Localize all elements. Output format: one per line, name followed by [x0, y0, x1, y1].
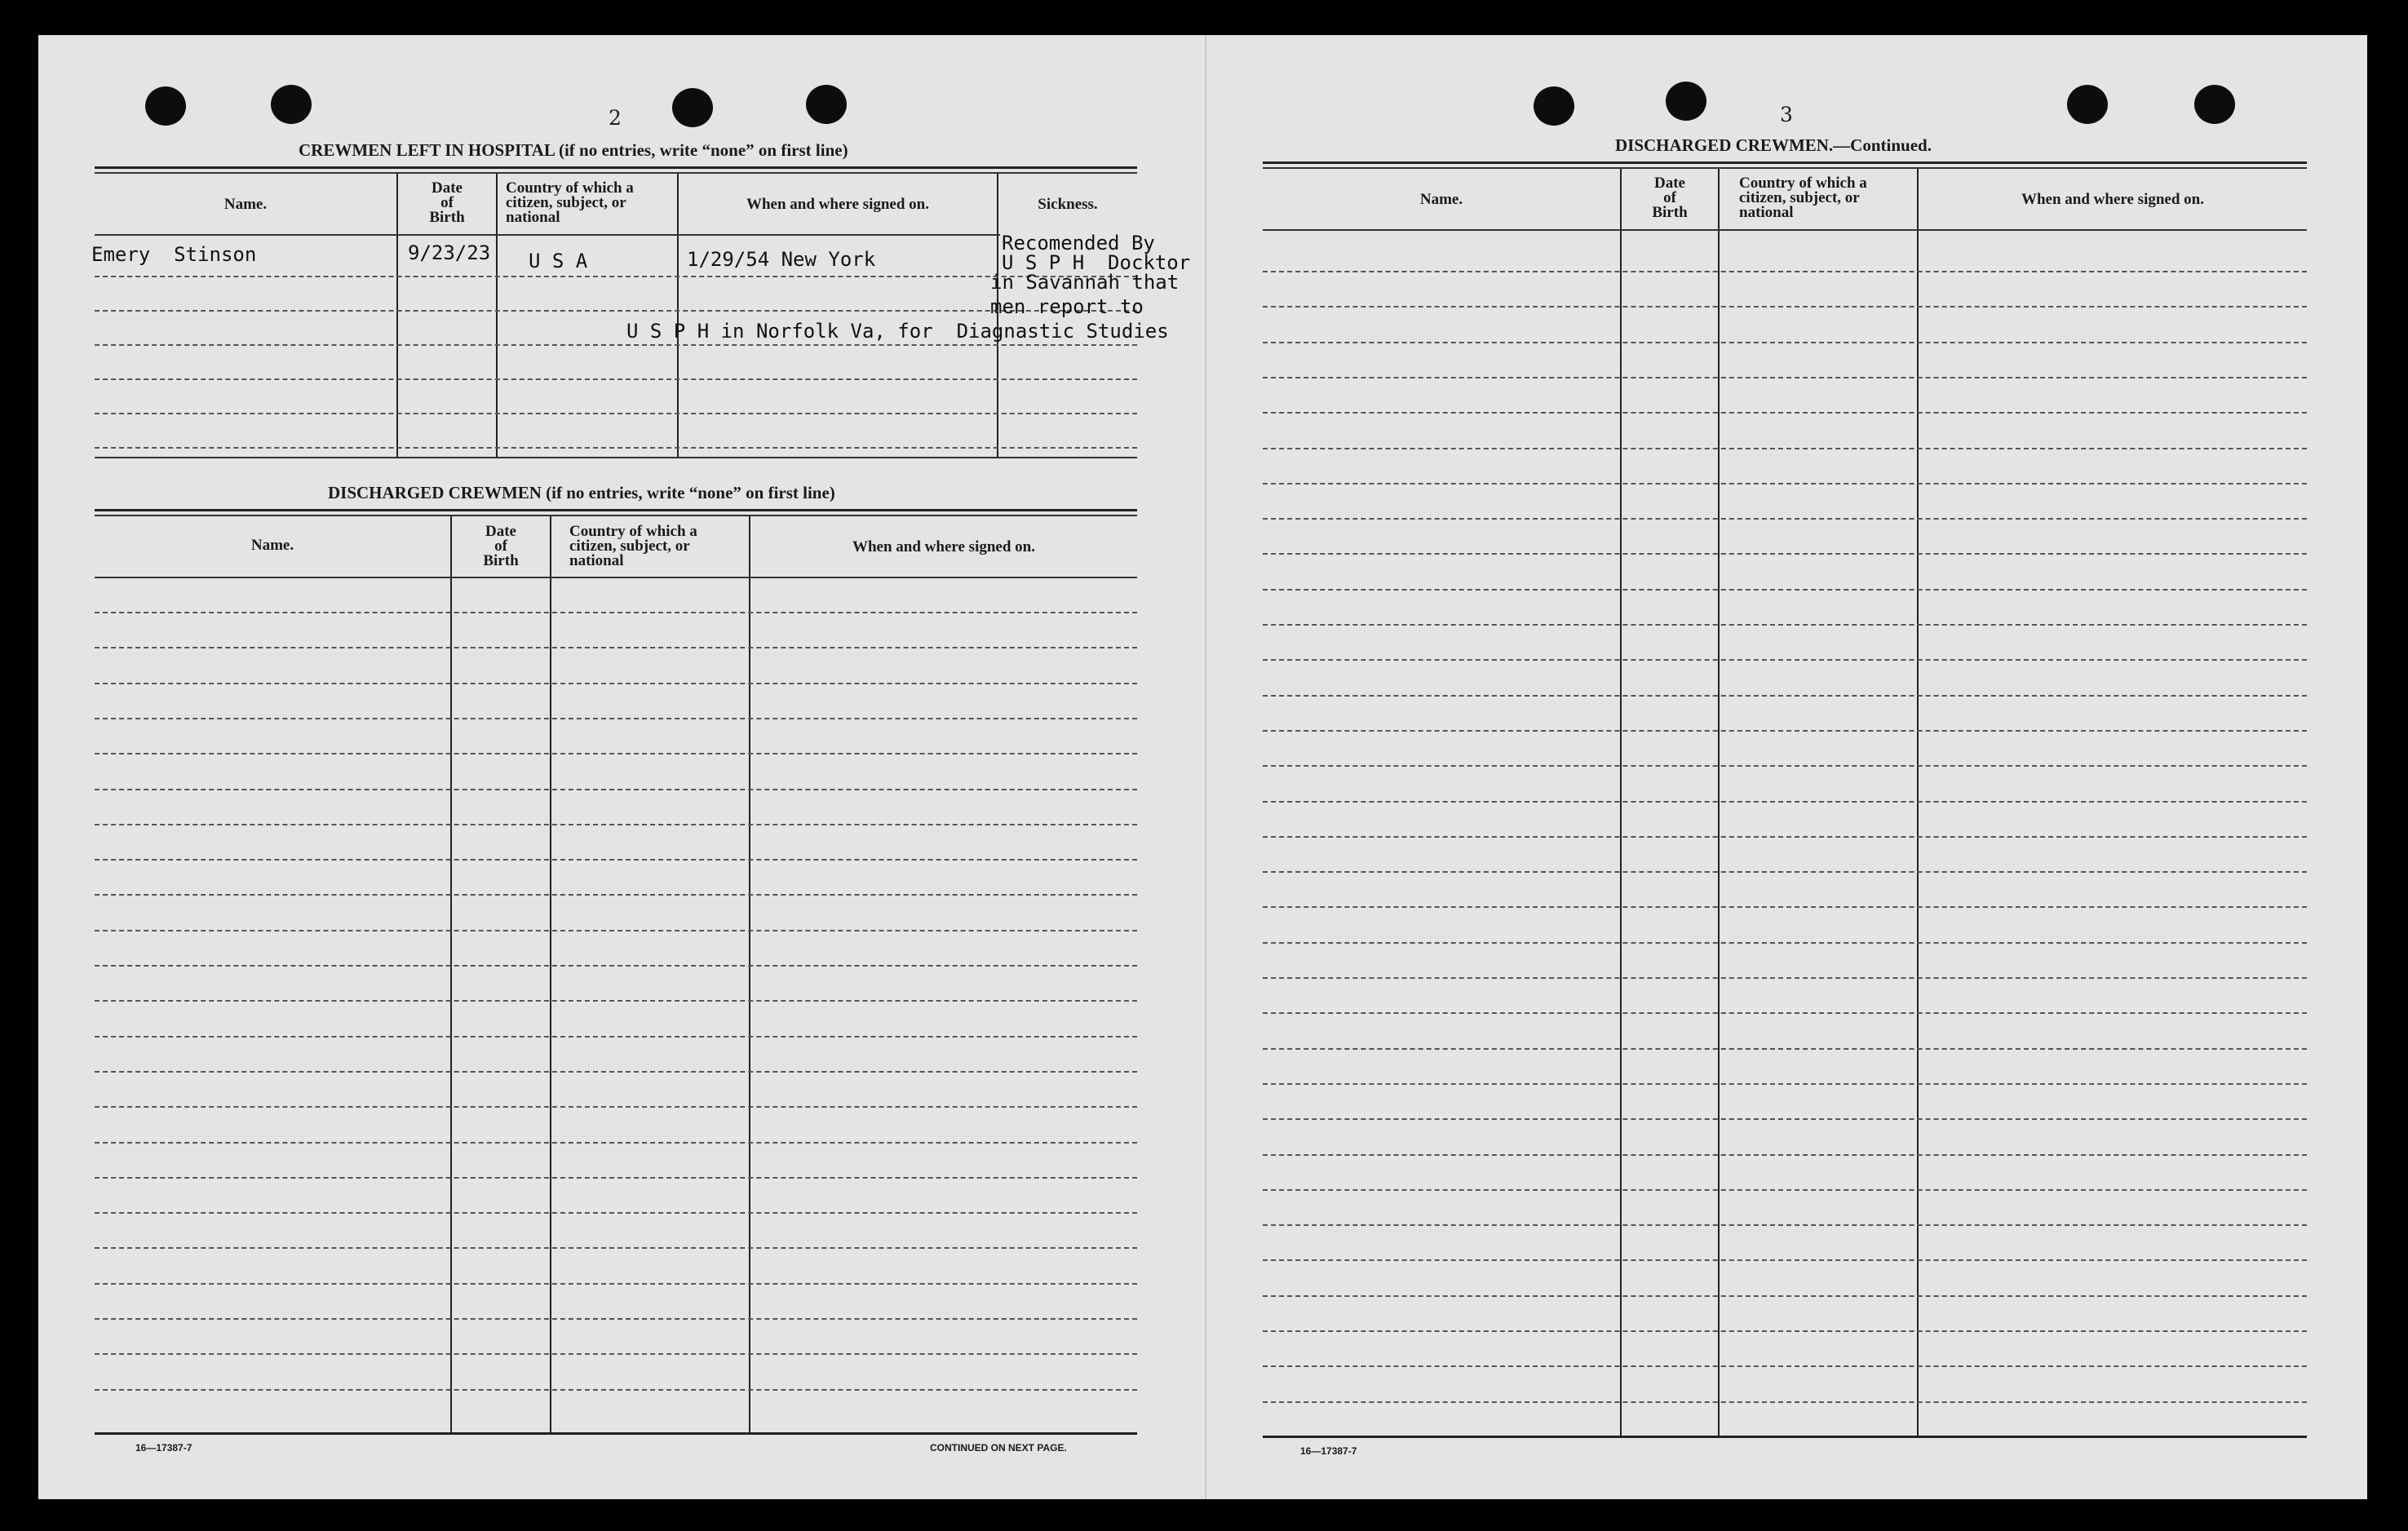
entry-line — [1263, 1048, 2307, 1050]
discharged-top-rule-2 — [95, 515, 1137, 516]
right-bottom-rule — [1263, 1436, 2307, 1438]
punch-hole — [1534, 86, 1574, 126]
column-header-dob: Date of Birth — [483, 523, 519, 569]
right-top-rule-2 — [1263, 167, 2307, 169]
form-number: 16—17387-7 — [1300, 1445, 1357, 1457]
entry-line — [95, 753, 1137, 754]
column-divider — [1620, 169, 1622, 1438]
entry-line — [95, 310, 1137, 312]
column-header-signed: When and where signed on. — [2021, 191, 2204, 208]
entry-line — [95, 1106, 1137, 1108]
discharged-continued-title: DISCHARGED CREWMEN.—Continued. — [1615, 135, 1932, 155]
entry-line — [95, 789, 1137, 790]
page-number: 2 — [609, 106, 622, 130]
entry-line — [1263, 1365, 2307, 1367]
column-header-name: Name. — [1419, 191, 1463, 208]
entry-line — [1263, 1083, 2307, 1085]
entry-line — [95, 1177, 1137, 1179]
punch-hole — [271, 85, 312, 124]
left-bottom-rule — [95, 1432, 1137, 1435]
entry-line — [95, 1036, 1137, 1038]
header-underline — [95, 234, 1000, 236]
entry-line — [1263, 306, 2307, 308]
hospital-bottom-rule — [95, 457, 1137, 458]
entry-line — [1263, 589, 2307, 591]
entry-line — [95, 1142, 1137, 1144]
entry-line — [95, 930, 1137, 931]
entry-line — [1263, 377, 2307, 378]
entry-country: U S A — [529, 250, 588, 272]
punch-hole — [145, 86, 186, 126]
column-header-sickness: Sickness. — [1038, 196, 1098, 213]
entry-line — [1263, 483, 2307, 485]
entry-line — [1263, 271, 2307, 272]
entry-line — [95, 1071, 1137, 1073]
entry-line — [1263, 1401, 2307, 1403]
entry-line — [95, 859, 1137, 861]
entry-dob: 9/23/23 — [408, 241, 491, 264]
entry-line — [1263, 1330, 2307, 1332]
entry-line — [95, 965, 1137, 967]
column-header-name: Name. — [250, 537, 294, 554]
column-divider — [1718, 169, 1720, 1438]
entry-line — [1263, 1154, 2307, 1156]
form-number: 16—17387-7 — [135, 1442, 193, 1454]
punch-hole — [2067, 85, 2108, 124]
hospital-top-rule-2 — [95, 172, 1137, 174]
entry-sickness-line-4: men report to — [990, 295, 1144, 318]
column-header-signed: When and where signed on. — [852, 538, 1035, 555]
entry-line — [95, 344, 1137, 346]
entry-line — [1263, 1259, 2307, 1261]
entry-signed: 1/29/54 New York — [687, 248, 876, 271]
entry-line — [1263, 448, 2307, 449]
entry-line — [95, 894, 1137, 896]
entry-line — [95, 276, 1137, 277]
entry-line — [1263, 518, 2307, 520]
right-page — [1205, 35, 2367, 1499]
hospital-section-title: CREWMEN LEFT IN HOSPITAL (if no entries, write “none” on first line) — [299, 140, 848, 160]
entry-sickness-line-2: U S P H Docktor — [1002, 251, 1191, 274]
entry-line — [1263, 765, 2307, 767]
entry-line — [95, 612, 1137, 613]
header-underline — [1263, 229, 2307, 231]
entry-line — [95, 1000, 1137, 1002]
entry-line — [1263, 977, 2307, 979]
column-header-country: Country of which a citizen, subject, or national — [506, 179, 634, 226]
punch-hole — [1666, 82, 1706, 121]
punch-hole — [806, 85, 847, 124]
page-fold — [1205, 35, 1206, 1499]
column-header-country: Country of which a citizen, subject, or national — [569, 523, 697, 569]
entry-line — [1263, 1295, 2307, 1297]
entry-line — [1263, 1189, 2307, 1191]
entry-line — [1263, 412, 2307, 414]
discharged-section-title: DISCHARGED CREWMEN (if no entries, write “none” on first line) — [328, 483, 835, 502]
column-divider — [450, 516, 452, 1432]
entry-line — [95, 1353, 1137, 1355]
entry-line — [1263, 1012, 2307, 1014]
punch-hole — [672, 88, 713, 127]
entry-line — [95, 447, 1137, 449]
entry-line — [1263, 659, 2307, 661]
column-header-dob: Date of Birth — [429, 179, 465, 226]
entry-line — [1263, 1118, 2307, 1120]
entry-line — [1263, 871, 2307, 873]
entry-line — [95, 1247, 1137, 1249]
entry-line — [1263, 342, 2307, 343]
entry-sickness-line-3: in Savannah that — [990, 271, 1180, 294]
hospital-top-rule — [95, 166, 1137, 169]
column-header-name: Name. — [224, 196, 268, 213]
entry-line — [95, 1318, 1137, 1320]
punch-hole — [2194, 85, 2235, 124]
entry-line — [95, 824, 1137, 825]
entry-line — [95, 1212, 1137, 1214]
entry-line — [95, 683, 1137, 684]
column-divider — [550, 516, 551, 1432]
entry-line — [1263, 695, 2307, 697]
discharged-top-rule — [95, 509, 1137, 511]
entry-line — [95, 718, 1137, 719]
entry-line — [1263, 942, 2307, 944]
entry-line — [95, 413, 1137, 414]
entry-line — [1263, 801, 2307, 803]
column-divider — [1917, 169, 1919, 1438]
page-number: 3 — [1780, 103, 1793, 126]
entry-line — [1263, 553, 2307, 555]
entry-line — [1263, 624, 2307, 626]
entry-line — [95, 1389, 1137, 1391]
entry-line — [95, 1283, 1137, 1285]
column-header-dob: Date of Birth — [1652, 175, 1688, 221]
entry-continuation: U S P H in Norfolk Va, for Diagnastic Studies — [626, 320, 1169, 343]
entry-line — [1263, 730, 2307, 732]
entry-line — [1263, 1224, 2307, 1226]
header-underline — [95, 577, 1137, 578]
entry-sickness-line-1: Recomended By — [1002, 232, 1155, 254]
column-header-country: Country of which a citizen, subject, or national — [1739, 175, 1867, 221]
entry-line — [95, 647, 1137, 648]
column-header-signed: When and where signed on. — [746, 196, 929, 213]
entry-line — [1263, 836, 2307, 838]
entry-line — [1263, 906, 2307, 908]
entry-name: Emery Stinson — [91, 243, 257, 266]
column-divider — [749, 516, 750, 1432]
continued-note: CONTINUED ON NEXT PAGE. — [930, 1442, 1067, 1454]
right-top-rule — [1263, 162, 2307, 164]
entry-line — [95, 378, 1137, 380]
